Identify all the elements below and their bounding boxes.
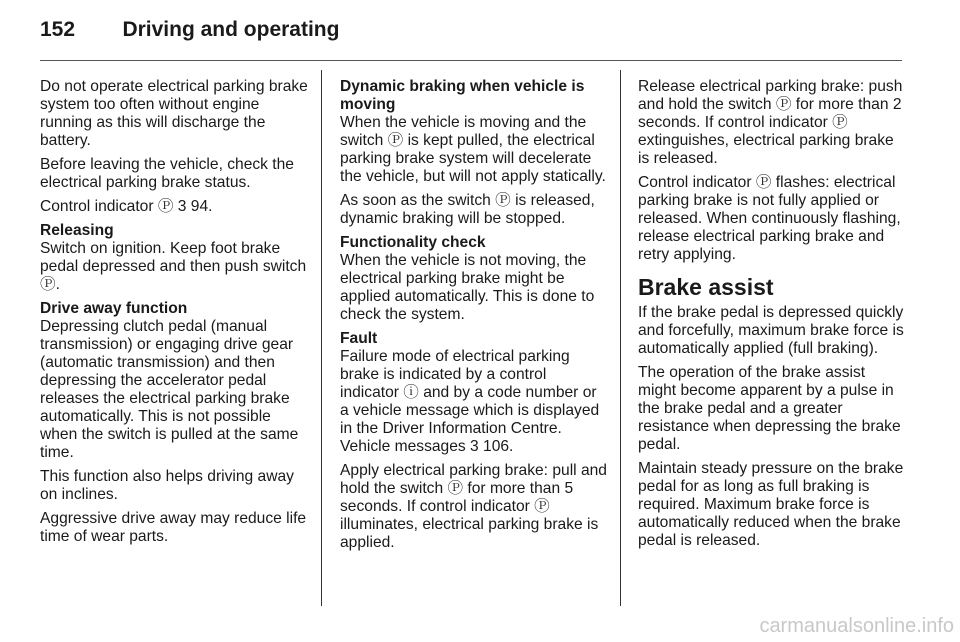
paragraph: Aggressive drive away may reduce life time of wear parts. — [40, 510, 307, 545]
column-divider — [620, 70, 621, 606]
paragraph: Maintain steady pressure on the brake pedal for as long as full braking is required. Maximum brake force is automatically reduced when the brake pedal is released. — [638, 460, 904, 549]
paragraph: Failure mode of electrical parking brake is indicated by a control indicator ⓘ and by a code number or a vehicle message which is displayed in the Driver Information Centre. Vehicle messages 3 106. — [340, 348, 600, 455]
paragraph: When the vehicle is moving and the switch Ⓟ is kept pulled, the electrical parking brake system will decelerate the vehicle, but will not apply statically. — [340, 114, 606, 185]
page-title: Driving and operating — [122, 18, 340, 41]
heading-brake-assist: Brake assist — [638, 274, 774, 300]
paragraph: When the vehicle is not moving, the electrical parking brake might be applied automatically. This is done to check the system. — [340, 252, 595, 323]
paragraph: This function also helps driving away on inclines. — [40, 468, 294, 503]
column-1 — [40, 78, 308, 552]
header-rule — [40, 60, 902, 61]
paragraph: Do not operate electrical parking brake system too often without engine running as this will discharge the battery. — [40, 78, 308, 149]
heading-drive-away: Drive away function — [40, 300, 188, 317]
paragraph: The operation of the brake assist might become apparent by a pulse in the brake pedal and a greater resistance when depressing the brake pedal. — [638, 364, 901, 453]
column-2 — [340, 78, 608, 558]
page-header — [40, 18, 920, 48]
paragraph: Before leaving the vehicle, check the electrical parking brake status. — [40, 156, 294, 191]
paragraph: Control indicator Ⓟ flashes: electrical parking brake is not fully applied or released. When continuously flashing, release electrical parking brake and retry applying. — [638, 174, 901, 263]
watermark: carmanualsonline.info — [759, 615, 954, 637]
paragraph: Switch on ignition. Keep foot brake pedal depressed and then push switch Ⓟ. — [40, 240, 307, 293]
heading-releasing: Releasing — [40, 222, 114, 239]
heading-functionality-check: Functionality check — [340, 234, 486, 251]
column-divider — [321, 70, 322, 606]
paragraph: If the brake pedal is depressed quickly and forcefully, maximum brake force is automatically applied (full braking). — [638, 304, 904, 357]
paragraph: Depressing clutch pedal (manual transmission) or engaging drive gear (automatic transmission) and then depressing the accelerator pedal releases the electrical parking brake automatically. This is not possible when the switch is pulled at the same time. — [40, 318, 299, 461]
page-number: 152 — [40, 18, 76, 41]
paragraph: Control indicator Ⓟ 3 94. — [40, 198, 213, 215]
paragraph: Release electrical parking brake: push and hold the switch Ⓟ for more than 2 seconds. If control indicator Ⓟ extinguishes, electrical parking brake is released. — [638, 78, 903, 167]
column-3 — [638, 78, 906, 556]
heading-dynamic-braking: Dynamic braking when vehicle is moving — [340, 78, 585, 113]
heading-fault: Fault — [340, 330, 378, 347]
paragraph: Apply electrical parking brake: pull and hold the switch Ⓟ for more than 5 seconds. If control indicator Ⓟ illuminates, electrical parking brake is applied. — [340, 462, 607, 551]
paragraph: As soon as the switch Ⓟ is released, dynamic braking will be stopped. — [340, 192, 595, 227]
